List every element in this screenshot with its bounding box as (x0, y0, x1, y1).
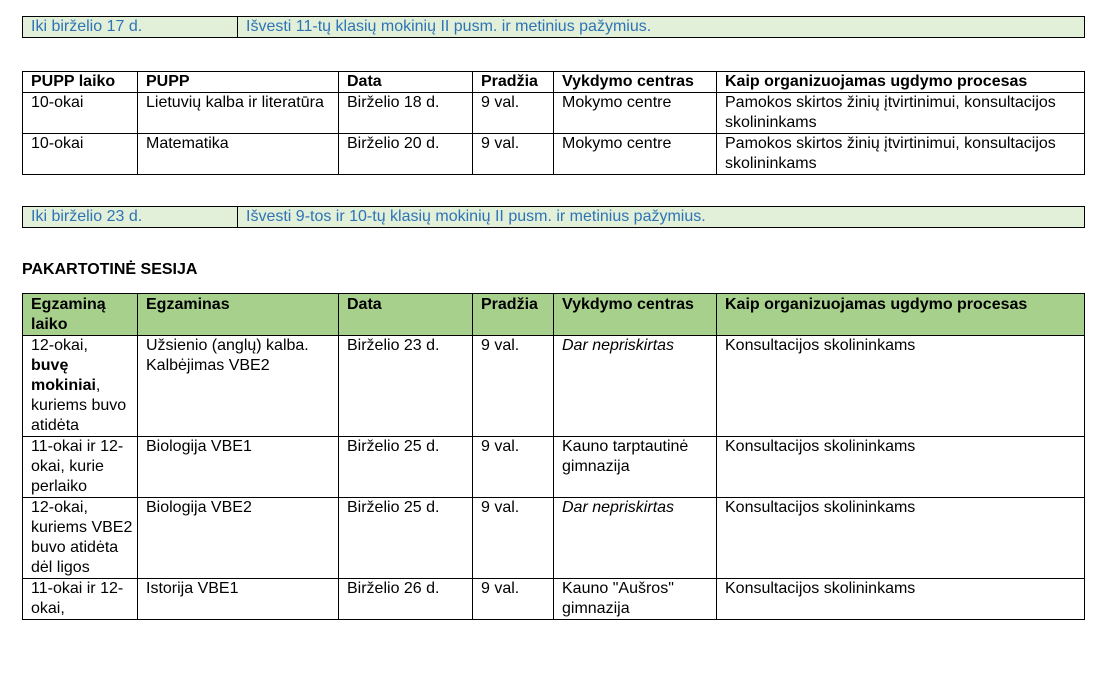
cell-center: Mokymo centre (554, 134, 717, 175)
col-header: Kaip organizuojamas ugdymo procesas (717, 72, 1085, 93)
table-row (23, 336, 1085, 437)
cell-date: Birželio 25 d. (339, 437, 473, 498)
cell-subject: Biologija VBE2 (138, 498, 339, 579)
cell-start: 9 val. (473, 579, 554, 620)
section-heading: PAKARTOTINĖ SESIJA (22, 261, 198, 278)
table-row (23, 134, 1085, 175)
cell-process: Konsultacijos skolininkams (717, 579, 1085, 620)
cell-date: Birželio 26 d. (339, 579, 473, 620)
table-row (23, 93, 1085, 134)
cell-who: 10-okai (23, 93, 138, 134)
table-header-row (23, 294, 1085, 336)
cell-start: 9 val. (473, 93, 554, 134)
table-header-row (23, 72, 1085, 93)
who-bold-text: buvę mokiniai (31, 357, 96, 394)
notice-deadline: Iki birželio 17 d. (23, 17, 238, 38)
center-text: Dar nepriskirtas (562, 499, 675, 516)
cell-start: 9 val. (473, 336, 554, 437)
who-text: , kuriems buvo atidėta (31, 377, 127, 434)
cell-process: Konsultacijos skolininkams (717, 437, 1085, 498)
notice-task: Išvesti 9-tos ir 10-tų klasių mokinių II pusm. ir metinius pažymius. (238, 207, 1085, 228)
cell-subject: Užsienio (anglų) kalba. Kalbėjimas VBE2 (138, 336, 339, 437)
cell-date: Birželio 23 d. (339, 336, 473, 437)
center-text: Dar nepriskirtas (562, 337, 675, 354)
cell-center (554, 498, 717, 579)
table-row (23, 437, 1085, 498)
col-header: Pradžia (473, 294, 554, 336)
col-header: Vykdymo centras (554, 72, 717, 93)
cell-process: Konsultacijos skolininkams (717, 336, 1085, 437)
col-header: Pradžia (473, 72, 554, 93)
cell-subject: Lietuvių kalba ir literatūra (138, 93, 339, 134)
cell-start: 9 val. (473, 498, 554, 579)
cell-subject: Istorija VBE1 (138, 579, 339, 620)
table-row (23, 579, 1085, 620)
cell-who: 10-okai (23, 134, 138, 175)
col-header: Egzaminas (138, 294, 339, 336)
cell-process: Konsultacijos skolininkams (717, 498, 1085, 579)
cell-center (554, 336, 717, 437)
table-row (23, 498, 1085, 579)
col-header: PUPP laiko (23, 72, 138, 93)
cell-who: 12-okai, kuriems VBE2 buvo atidėta dėl ligos (23, 498, 138, 579)
notice-row-1 (22, 16, 1085, 38)
cell-date: Birželio 18 d. (339, 93, 473, 134)
cell-start: 9 val. (473, 134, 554, 175)
cell-date: Birželio 20 d. (339, 134, 473, 175)
cell-center: Mokymo centre (554, 93, 717, 134)
who-text: 12-okai, (31, 337, 88, 354)
cell-date: Birželio 25 d. (339, 498, 473, 579)
cell-center: Kauno tarptautinė gimnazija (554, 437, 717, 498)
cell-who: 11-okai ir 12-okai, (23, 579, 138, 620)
col-header: PUPP (138, 72, 339, 93)
notice-task: Išvesti 11-tų klasių mokinių II pusm. ir metinius pažymius. (238, 17, 1085, 38)
repeat-session-table (22, 293, 1085, 620)
cell-start: 9 val. (473, 437, 554, 498)
col-header: Data (339, 72, 473, 93)
notice-row-2 (22, 206, 1085, 228)
cell-center: Kauno "Aušros" gimnazija (554, 579, 717, 620)
col-header: Vykdymo centras (554, 294, 717, 336)
cell-process: Pamokos skirtos žinių įtvirtinimui, konsultacijos skolininkams (717, 93, 1085, 134)
col-header: Egzaminą laiko (23, 294, 138, 336)
cell-who (23, 336, 138, 437)
cell-who: 11-okai ir 12-okai, kurie perlaiko (23, 437, 138, 498)
pupp-table (22, 71, 1085, 175)
cell-process: Pamokos skirtos žinių įtvirtinimui, konsultacijos skolininkams (717, 134, 1085, 175)
notice-deadline: Iki birželio 23 d. (23, 207, 238, 228)
col-header: Kaip organizuojamas ugdymo procesas (717, 294, 1085, 336)
col-header: Data (339, 294, 473, 336)
cell-subject: Matematika (138, 134, 339, 175)
cell-subject: Biologija VBE1 (138, 437, 339, 498)
